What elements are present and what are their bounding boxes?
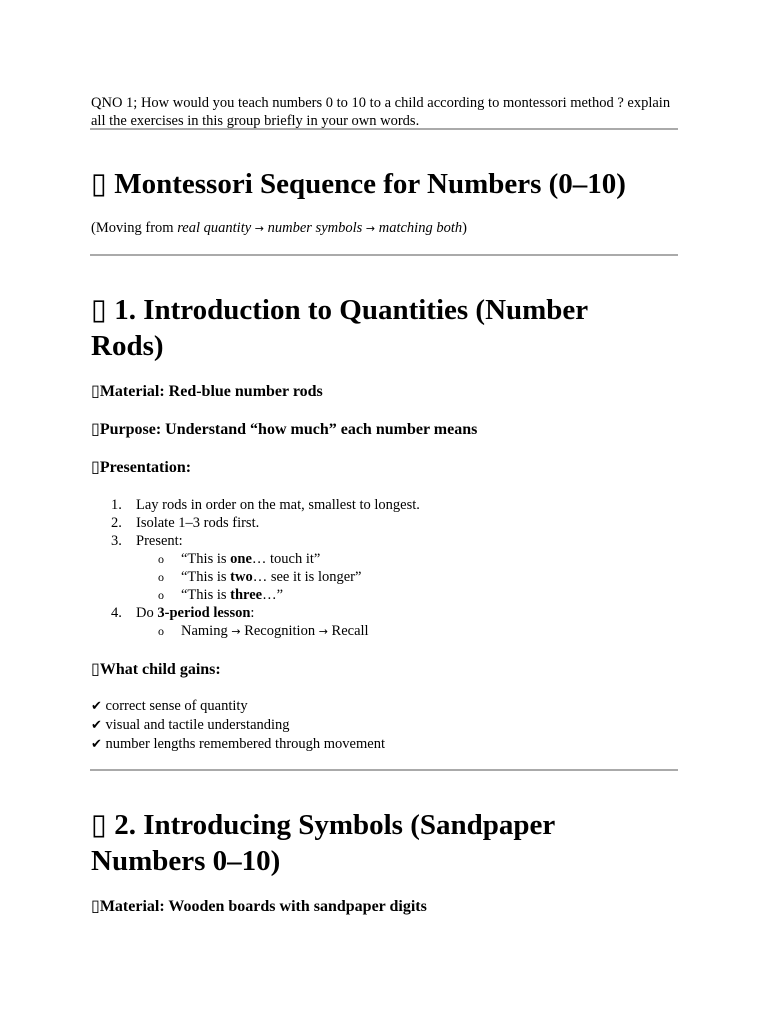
section1-gains-heading: [91, 659, 221, 680]
lesson-steps-text: Naming → Recognition → Recall: [181, 623, 369, 639]
step-text: Lay rods in order on the mat, smallest to longest.: [136, 497, 420, 513]
divider: [90, 254, 678, 256]
gain-text: number lengths remembered through movement: [105, 736, 385, 752]
missing-glyph-icon: ▯: [91, 292, 107, 326]
section1-purpose-text: Purpose: Understand “how much” each number means: [99, 421, 478, 438]
gain-text: correct sense of quantity: [105, 698, 248, 714]
step-number: 4.: [111, 605, 122, 621]
list-item: [91, 514, 591, 532]
gains-list: [91, 697, 385, 754]
divider: [90, 769, 678, 771]
missing-glyph-icon: ▯: [91, 457, 100, 476]
presentation-steps: [91, 496, 591, 640]
sub-list-item: [91, 622, 591, 640]
arrow-icon: →: [231, 625, 241, 638]
step-text: Isolate 1–3 rods first.: [136, 515, 260, 531]
bullet-icon: o: [158, 624, 164, 638]
sub-list-item: [91, 568, 591, 586]
section1-material: [91, 381, 323, 402]
section1-heading: [91, 291, 691, 364]
missing-glyph-icon: ▯: [91, 419, 100, 438]
divider: [90, 128, 678, 130]
bullet-icon: o: [158, 588, 164, 602]
checkmark-icon: ✔: [91, 718, 102, 733]
section1-presentation-text: Presentation:: [99, 459, 192, 476]
section1-material-text: Material: Red-blue number rods: [99, 383, 323, 400]
missing-glyph-icon: ▯: [91, 807, 107, 841]
arrow-icon: →: [365, 222, 376, 235]
step-number: 3.: [111, 533, 122, 549]
list-item: [91, 716, 385, 735]
subtitle-part3: matching both: [378, 220, 463, 236]
present-item-text: “This is two… see it is longer”: [181, 569, 362, 585]
subtitle: [91, 219, 467, 238]
step-text: Do 3-period lesson:: [136, 605, 255, 621]
arrow-icon: →: [318, 625, 328, 638]
step-number: 2.: [111, 515, 122, 531]
present-item-text: “This is one… touch it”: [181, 551, 321, 567]
list-item: [91, 697, 385, 716]
section2-heading-line1: 2. Introducing Symbols (Sandpaper: [114, 809, 556, 841]
section1-heading-line1: 1. Introduction to Quantities (Number: [114, 294, 589, 326]
subtitle-close: ): [462, 220, 467, 236]
step-text: Present:: [136, 533, 183, 549]
section1-purpose: [91, 419, 477, 440]
question-text: QNO 1; How would you teach numbers 0 to 10 to a child according to montessori method ? explain all the exercises in this group briefly in your own words.: [91, 95, 671, 129]
main-heading: [91, 165, 691, 202]
bullet-icon: o: [158, 552, 164, 566]
section1-heading-line2: Rods): [91, 330, 164, 362]
subtitle-open: (Moving from: [91, 220, 178, 236]
present-item-text: “This is three…”: [181, 587, 284, 603]
list-item: [91, 496, 591, 514]
section2-material-text: Material: Wooden boards with sandpaper digits: [99, 898, 427, 915]
section1-presentation: [91, 457, 191, 478]
gain-text: visual and tactile understanding: [105, 717, 290, 733]
subtitle-part1: real quantity: [177, 220, 252, 236]
list-item: [91, 604, 591, 622]
main-heading-text: Montessori Sequence for Numbers (0–10): [114, 168, 626, 200]
checkmark-icon: ✔: [91, 699, 102, 714]
missing-glyph-icon: ▯: [91, 166, 107, 200]
missing-glyph-icon: ▯: [91, 896, 100, 915]
step-number: 1.: [111, 497, 122, 513]
list-item: [91, 532, 591, 550]
missing-glyph-icon: ▯: [91, 659, 100, 678]
sub-list-item: [91, 550, 591, 568]
subtitle-part2: number symbols: [267, 220, 363, 236]
section2-heading: [91, 806, 691, 879]
gains-heading-text: What child gains:: [99, 661, 221, 678]
checkmark-icon: ✔: [91, 737, 102, 752]
bullet-icon: o: [158, 570, 164, 584]
section2-heading-line2: Numbers 0–10): [91, 845, 281, 877]
section2-material: [91, 896, 427, 917]
missing-glyph-icon: ▯: [91, 381, 100, 400]
arrow-icon: →: [254, 222, 264, 235]
list-item: [91, 735, 385, 754]
sub-list-item: [91, 586, 591, 604]
